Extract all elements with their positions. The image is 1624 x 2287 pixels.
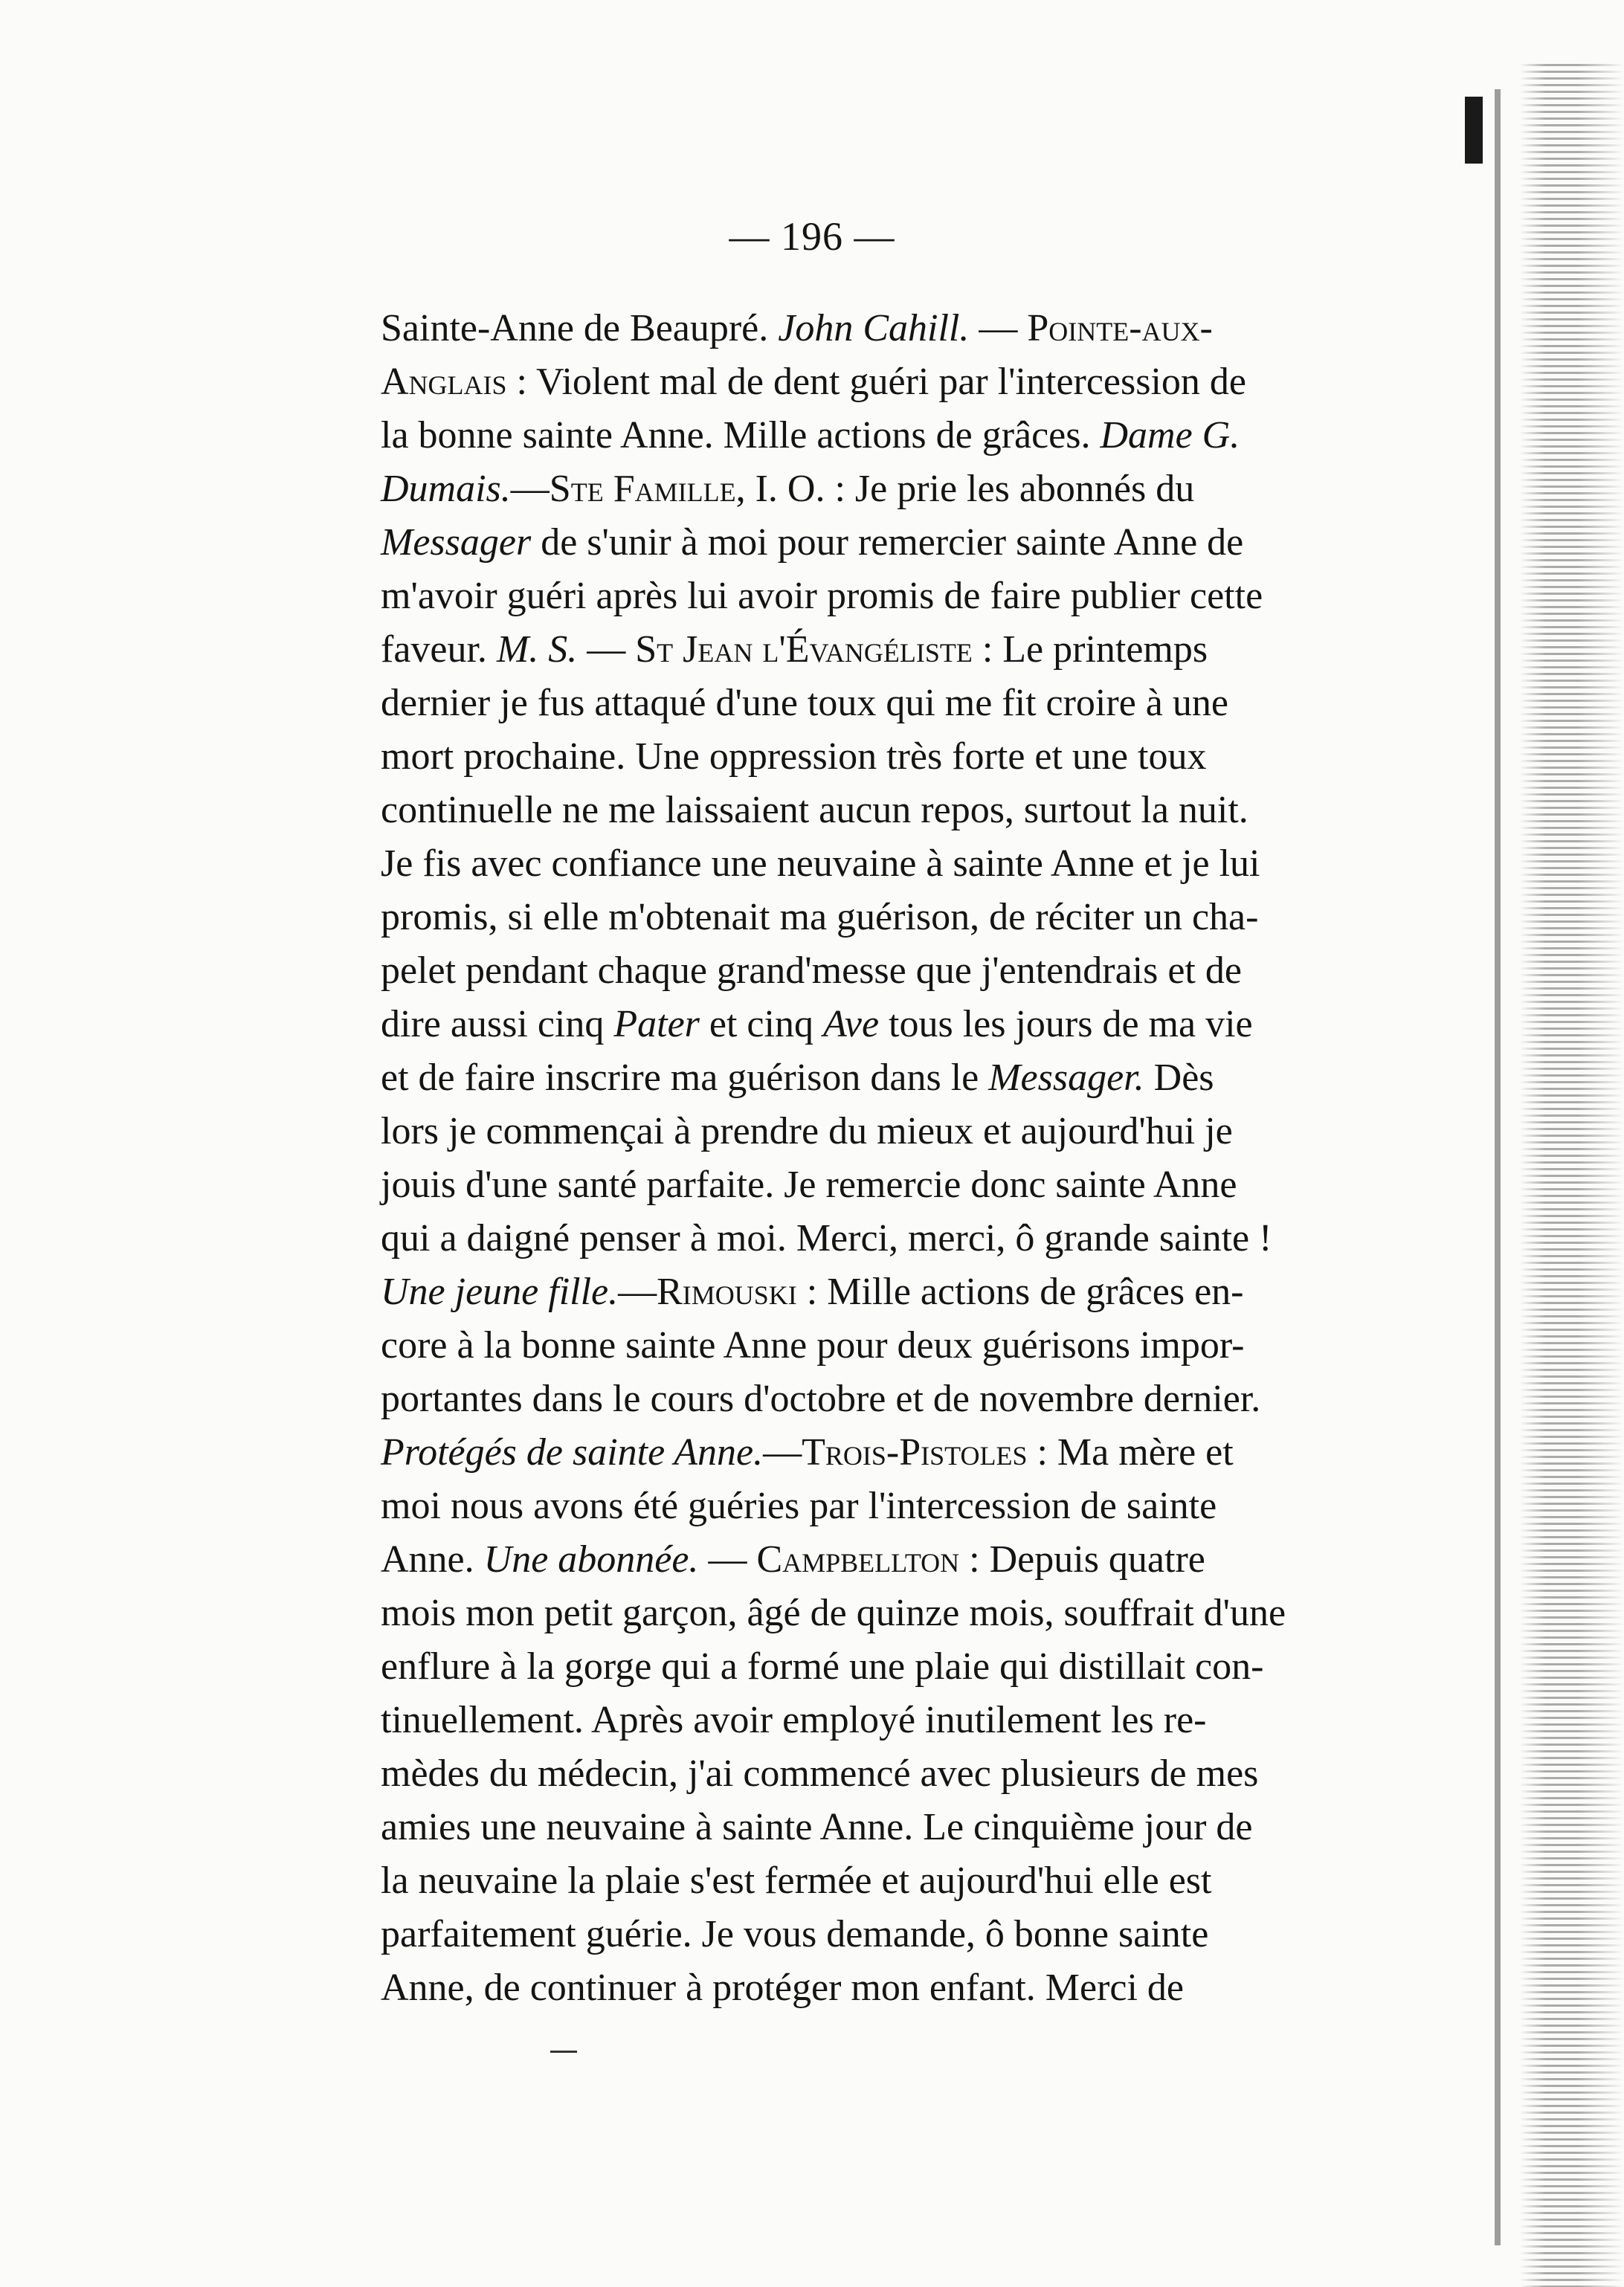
text-segment: Je fis avec confiance une neuvaine à sainte Anne et je lui — [381, 842, 1260, 885]
binding-mark — [1465, 97, 1483, 164]
text-segment: et cinq — [699, 1003, 823, 1045]
text-segment: Anne, de continuer à protéger mon enfant. Merci de — [381, 1967, 1185, 2009]
text-segment: Messager — [381, 521, 532, 564]
text-line — [381, 1801, 1416, 1854]
text-segment: — — [698, 1538, 757, 1581]
text-segment: — — [969, 307, 1028, 349]
text-line — [381, 516, 1416, 570]
text-line — [381, 570, 1416, 623]
text-segment: faveur. — [381, 628, 497, 671]
text-segment: parfaitement guérie. Je vous demande, ô bonne sainte — [381, 1913, 1209, 1955]
text-segment: St Jean l'Évangéliste — [635, 628, 973, 671]
text-line — [381, 998, 1416, 1051]
text-segment: la bonne sainte Anne. Mille actions de grâces. — [381, 414, 1101, 457]
text-line — [381, 944, 1416, 998]
text-segment: la neuvaine la plaie s'est fermée et aujourd'hui elle est — [381, 1859, 1212, 1902]
text-segment: pelet pendant chaque grand'messe que j'entendrais et de — [381, 949, 1242, 992]
text-segment: Pointe-aux- — [1027, 307, 1213, 349]
text-segment: Anne. — [381, 1538, 484, 1581]
text-segment: lors je commençai à prendre du mieux et aujourd'hui je — [381, 1110, 1233, 1152]
text-segment: tinuellement. Après avoir employé inutilement les re- — [381, 1699, 1207, 1741]
text-line — [381, 677, 1416, 730]
text-segment: — — [510, 468, 550, 510]
text-segment: de s'unir à moi pour remercier sainte Anne de — [531, 521, 1244, 564]
text-segment: : Violent mal de dent guéri par l'intercession de — [506, 361, 1246, 403]
text-segment: John Cahill. — [778, 307, 970, 349]
text-segment: Sainte-Anne de Beaupré. — [381, 307, 779, 349]
text-line — [381, 1747, 1416, 1801]
text-segment: tous les jours de ma vie — [879, 1003, 1253, 1045]
text-segment: Ste Famille, I. O. — [549, 468, 825, 510]
text-line — [381, 1319, 1416, 1372]
text-segment: Dumais. — [381, 468, 511, 510]
text-segment: — — [618, 1271, 657, 1313]
text-line — [381, 1480, 1416, 1533]
text-segment: Messager. — [988, 1057, 1144, 1099]
text-segment: qui a daigné penser à moi. Merci, merci, ô grande sainte ! — [381, 1217, 1272, 1259]
page-gutter-shadow — [1520, 59, 1624, 2287]
text-segment: : Ma mère et — [1027, 1431, 1234, 1474]
text-line — [381, 837, 1416, 891]
text-line — [381, 1426, 1416, 1480]
text-line — [381, 1372, 1416, 1426]
text-segment: core à la bonne sainte Anne pour deux guérisons impor- — [381, 1324, 1245, 1367]
text-segment: Rimouski — [657, 1271, 797, 1313]
page-number: — 196 — — [729, 214, 895, 259]
text-line — [381, 1105, 1416, 1158]
text-line — [381, 1587, 1416, 1640]
text-line — [381, 1854, 1416, 1908]
text-line — [381, 355, 1416, 409]
text-segment: Une abonnée. — [483, 1538, 699, 1581]
text-segment: mèdes du médecin, j'ai commencé avec plusieurs de mes — [381, 1752, 1259, 1795]
text-segment: continuelle ne me laissaient aucun repos, surtout la nuit. — [381, 789, 1248, 831]
text-line — [381, 1908, 1416, 1961]
text-line — [381, 1158, 1416, 1212]
text-segment: : Je prie les abonnés du — [825, 468, 1195, 510]
text-segment: Dame G. — [1100, 414, 1240, 457]
text-segment: moi nous avons été guéries par l'intercession de sainte — [381, 1485, 1217, 1527]
text-segment: et de faire inscrire ma guérison dans le — [381, 1057, 989, 1099]
text-segment: promis, si elle m'obtenait ma guérison, de réciter un cha- — [381, 896, 1259, 938]
text-line — [381, 784, 1416, 837]
text-segment: portantes dans le cours d'octobre et de novembre dernier. — [381, 1378, 1261, 1420]
text-line — [381, 1640, 1416, 1694]
text-segment: — — [577, 628, 636, 671]
text-line — [381, 1961, 1416, 2015]
text-segment: Dès — [1144, 1057, 1214, 1099]
text-segment: Une jeune fille. — [381, 1271, 619, 1313]
text-segment: m'avoir guéri après lui avoir promis de faire publier cette — [381, 575, 1263, 617]
text-segment: : Mille actions de grâces en- — [796, 1271, 1244, 1313]
text-line — [381, 1265, 1416, 1319]
text-segment: mois mon petit garçon, âgé de quinze mois, souffrait d'une — [381, 1592, 1286, 1634]
text-segment: jouis d'une santé parfaite. Je remercie donc sainte Anne — [381, 1164, 1237, 1206]
text-line — [381, 730, 1416, 784]
text-segment: dire aussi cinq — [381, 1003, 614, 1045]
footer-dash — [550, 2051, 577, 2053]
text-line — [381, 1051, 1416, 1105]
text-segment: Protégés de sainte Anne. — [381, 1431, 764, 1474]
text-segment: — — [763, 1431, 802, 1474]
text-line — [381, 1212, 1416, 1265]
page-binding-edge — [1495, 89, 1501, 2245]
body-text — [381, 302, 1416, 2015]
text-segment: Anglais — [381, 361, 507, 403]
text-line — [381, 891, 1416, 944]
text-segment: Ave — [822, 1003, 880, 1045]
text-segment: Campbellton — [756, 1538, 960, 1581]
text-segment: Trois-Pistoles — [802, 1431, 1028, 1474]
text-line — [381, 1694, 1416, 1747]
text-segment: : Le printemps — [972, 628, 1208, 671]
text-line — [381, 1533, 1416, 1587]
text-segment: dernier je fus attaqué d'une toux qui me fit croire à une — [381, 682, 1228, 724]
text-segment: : Depuis quatre — [959, 1538, 1205, 1581]
text-segment: mort prochaine. Une oppression très forte et une toux — [381, 735, 1207, 778]
text-segment: enflure à la gorge qui a formé une plaie qui distillait con- — [381, 1645, 1264, 1688]
text-line — [381, 409, 1416, 462]
text-segment: Pater — [613, 1003, 700, 1045]
text-line — [381, 302, 1416, 355]
text-segment: M. S. — [496, 628, 578, 671]
text-line — [381, 623, 1416, 677]
text-segment: amies une neuvaine à sainte Anne. Le cinquième jour de — [381, 1806, 1253, 1848]
text-line — [381, 462, 1416, 516]
